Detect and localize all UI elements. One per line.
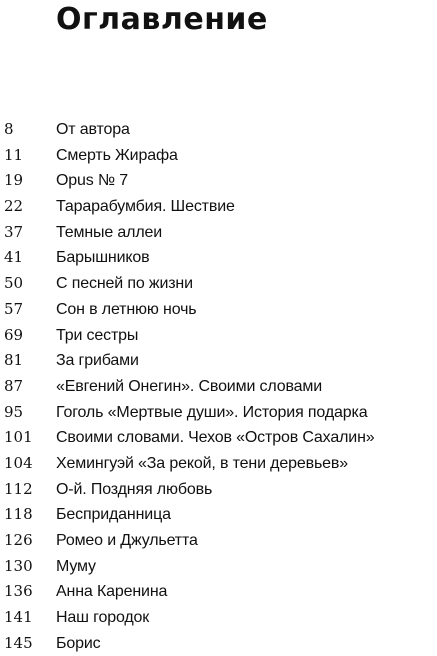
toc-entry	[0, 528, 437, 554]
toc-page-number: 101	[4, 428, 33, 447]
toc-page-number: 112	[4, 479, 33, 498]
toc-entry	[0, 451, 437, 477]
toc-entry-title: Хемингуэй «За рекой, в тени деревьев»	[56, 454, 348, 472]
toc-page-number: 141	[4, 608, 33, 627]
toc-entry-title: С песней по жизни	[56, 275, 193, 293]
toc-entry-title: Бесприданница	[56, 506, 171, 524]
toc-entry	[0, 631, 437, 656]
toc-page-number: 37	[4, 222, 24, 241]
toc-entry	[0, 297, 437, 323]
toc-entry-title: Тарарабумбия. Шествие	[56, 198, 235, 216]
toc-entry	[0, 477, 437, 503]
toc-entry-title: Борис	[56, 634, 101, 652]
toc-entry-title: Три сестры	[56, 326, 139, 344]
toc-entry-title: Темные аллеи	[56, 223, 163, 241]
toc-page-number: 136	[4, 582, 33, 601]
toc-entry-title: Своими словами. Чехов «Остров Сахалин»	[56, 429, 375, 447]
table-of-contents	[0, 117, 437, 656]
toc-entry	[0, 323, 437, 349]
toc-page-number: 41	[4, 248, 24, 267]
toc-entry	[0, 554, 437, 580]
toc-entry	[0, 374, 437, 400]
toc-page-number: 22	[4, 197, 24, 216]
toc-page-number: 57	[4, 299, 24, 318]
toc-page-number: 8	[4, 120, 14, 138]
toc-page-number: 130	[4, 556, 33, 575]
toc-entry	[0, 425, 437, 451]
toc-entry-title: О-й. Поздняя любовь	[56, 480, 213, 498]
toc-page-number: 11	[4, 145, 24, 164]
toc-entry-title: Гоголь «Мертвые души». История подарка	[56, 403, 368, 421]
toc-entry-title: Смерть Жирафа	[56, 146, 178, 164]
toc-page-number: 145	[4, 633, 33, 652]
toc-entry	[0, 348, 437, 374]
toc-entry	[0, 400, 437, 426]
toc-entry	[0, 117, 437, 143]
toc-entry-title: Ромео и Джульетта	[56, 532, 198, 549]
toc-entry	[0, 271, 437, 297]
toc-page-number: 87	[4, 376, 24, 395]
toc-entry	[0, 245, 437, 271]
toc-page-number: 104	[4, 453, 33, 472]
toc-entry-title: Сон в летнюю ночь	[56, 300, 197, 318]
toc-entry	[0, 502, 437, 528]
toc-entry	[0, 143, 437, 169]
toc-entry-title: Opus № 7	[56, 172, 128, 190]
toc-entry-title: Наш городок	[56, 609, 150, 627]
toc-page-number: 81	[4, 351, 24, 370]
toc-entry-title: Анна Каренина	[56, 583, 168, 601]
toc-entry	[0, 168, 437, 194]
toc-page-number: 69	[4, 325, 24, 344]
toc-entry-title: Муму	[56, 557, 96, 575]
toc-page-number: 50	[4, 274, 24, 293]
toc-entry-title: От автора	[56, 121, 130, 138]
toc-page-number: 95	[4, 402, 24, 421]
toc-entry-title: Барышников	[56, 249, 150, 267]
toc-entry	[0, 579, 437, 605]
page-title: Оглавление	[56, 2, 268, 37]
toc-entry-title: За грибами	[56, 352, 139, 370]
toc-page-number: 19	[4, 171, 24, 190]
toc-page-number: 126	[4, 531, 33, 549]
toc-entry	[0, 220, 437, 246]
toc-entry	[0, 605, 437, 631]
toc-entry-title: «Евгений Онегин». Своими словами	[56, 377, 323, 395]
toc-entry	[0, 194, 437, 220]
toc-page-number: 118	[4, 505, 33, 524]
